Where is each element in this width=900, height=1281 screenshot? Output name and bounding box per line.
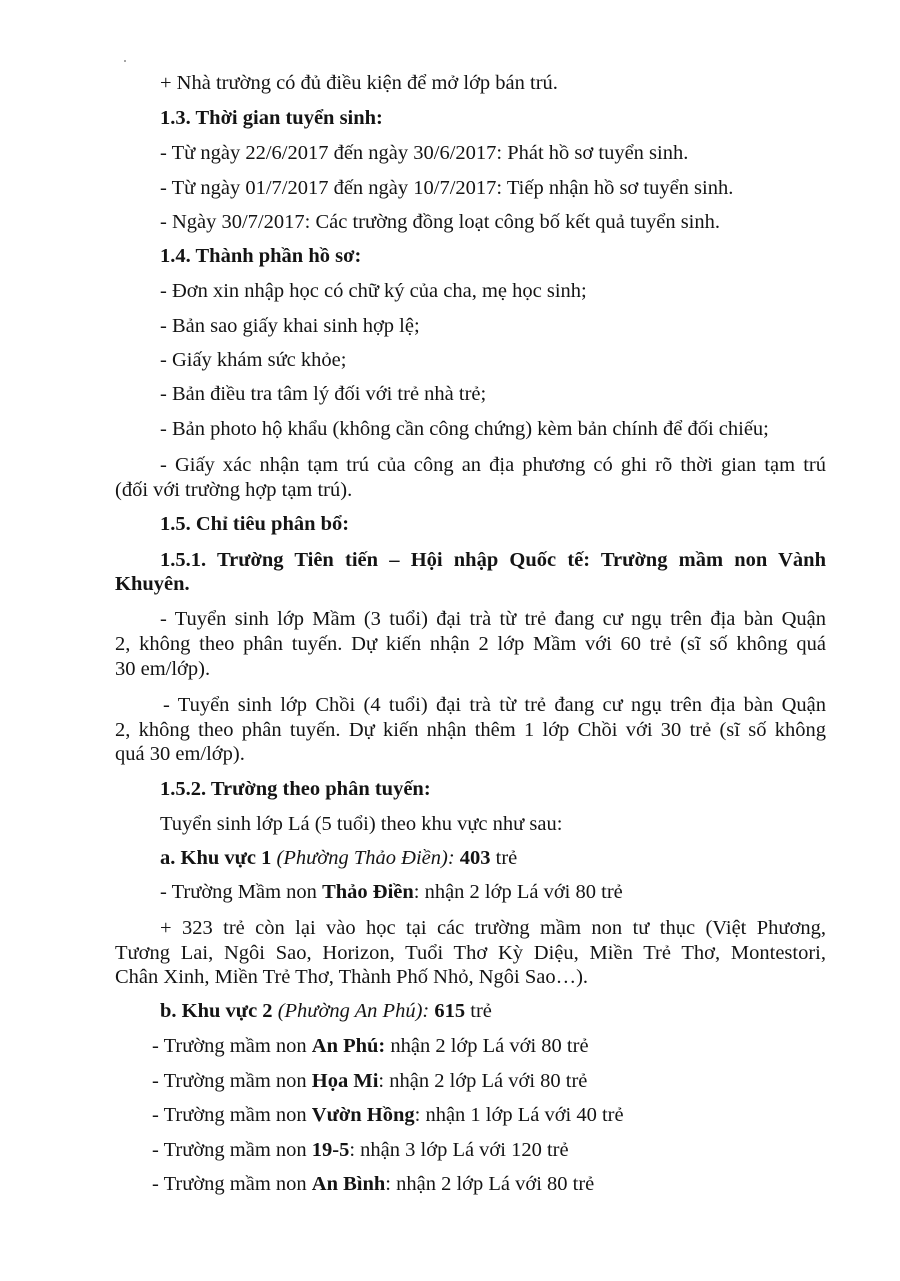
area-label: a. Khu vực 1 [160,847,277,869]
school-prefix: - Trường mầm non [152,1035,312,1057]
school-name: Vườn Hồng [311,1104,415,1126]
section-heading: 1.4. Thành phần hồ sơ: [160,245,362,267]
paragraph: + 323 trẻ còn lại vào học tại các trường mầm non tư thục (Việt Phương, [160,917,826,939]
paragraph: - Tuyển sinh lớp Mầm (3 tuổi) đại trà từ trẻ đang cư ngụ trên địa bàn Quận [160,608,826,630]
paragraph: - Tuyển sinh lớp Chồi (4 tuổi) đại trà từ trẻ đang cư ngụ trên địa bàn Quận [163,694,826,716]
school-prefix: - Trường Mầm non [160,881,323,903]
list-item: - Từ ngày 22/6/2017 đến ngày 30/6/2017: Phát hồ sơ tuyển sinh. [160,142,689,164]
section-heading: 1.3. Thời gian tuyển sinh: [160,107,383,129]
paragraph: quá 30 em/lớp). [115,743,245,765]
paragraph: Tương Lai, Ngôi Sao, Horizon, Tuổi Thơ Kỳ Diệu, Miền Trẻ Thơ, Montestori, [115,942,826,964]
list-item: - Bản sao giấy khai sinh hợp lệ; [160,315,420,337]
school-item [152,1033,589,1059]
school-name: Họa Mi [311,1070,379,1092]
school-prefix: - Trường mầm non [152,1173,312,1195]
area-heading [160,998,492,1024]
section-heading: 1.5. Chỉ tiêu phân bổ: [160,513,350,535]
school-item [152,1068,587,1094]
list-item: - Từ ngày 01/7/2017 đến ngày 10/7/2017: Tiếp nhận hồ sơ tuyển sinh. [160,177,734,199]
area-unit: trẻ [465,1000,492,1022]
school-name: Thảo Điền [322,881,414,903]
paragraph: + Nhà trường có đủ điều kiện để mở lớp bán trú. [160,72,558,94]
list-item: - Đơn xin nhập học có chữ ký của cha, mẹ học sinh; [160,280,587,302]
area-ward: (Phường An Phú): [277,1000,430,1022]
subsection-heading: 1.5.1. Trường Tiên tiến – Hội nhập Quốc tế: Trường mầm non Vành [160,549,826,571]
school-name: 19-5 [311,1139,350,1161]
school-name: An Bình [311,1173,386,1195]
list-item-continuation: (đối với trường hợp tạm trú). [115,479,353,501]
school-detail: : nhận 3 lớp Lá với 120 trẻ [349,1139,569,1161]
area-count: 615 [429,1000,466,1022]
paragraph: 2, không theo phân tuyến. Dự kiến nhận 2 lớp Mầm với 60 trẻ (sĩ số không quá [115,633,826,655]
paragraph: Chân Xinh, Miền Trẻ Thơ, Thành Phố Nhỏ, Ngôi Sao…). [115,966,589,988]
school-item [152,1102,624,1128]
school-detail: : nhận 2 lớp Lá với 80 trẻ [378,1070,588,1092]
scan-speck [124,60,126,62]
paragraph: 30 em/lớp). [115,658,211,680]
area-ward: (Phường Thảo Điền): [276,847,455,869]
list-item: - Bản photo hộ khẩu (không cần công chứng) kèm bản chính để đối chiếu; [160,418,769,440]
list-item: - Giấy xác nhận tạm trú của công an địa phương có ghi rõ thời gian tạm trú [160,454,826,476]
paragraph: 2, không theo phân tuyến. Dự kiến nhận thêm 1 lớp Chồi với 30 trẻ (sĩ số không [115,719,826,741]
school-prefix: - Trường mầm non [152,1104,312,1126]
area-count: 403 [454,847,491,869]
list-item: - Giấy khám sức khỏe; [160,349,347,371]
subsection-heading-continuation: Khuyên. [115,573,190,595]
school-detail: : nhận 2 lớp Lá với 80 trẻ [385,1173,595,1195]
school-item [152,1137,569,1163]
school-detail: : nhận 2 lớp Lá với 80 trẻ [413,881,623,903]
school-prefix: - Trường mầm non [152,1070,312,1092]
school-item [160,879,623,905]
school-detail: : nhận 1 lớp Lá với 40 trẻ [414,1104,624,1126]
paragraph: Tuyển sinh lớp Lá (5 tuổi) theo khu vực như sau: [160,813,563,835]
school-detail: nhận 2 lớp Lá với 80 trẻ [385,1035,589,1057]
school-name: An Phú: [311,1035,386,1057]
school-item [152,1171,594,1197]
area-heading [160,845,517,871]
school-prefix: - Trường mầm non [152,1139,312,1161]
list-item: - Bản điều tra tâm lý đối với trẻ nhà trẻ; [160,383,487,405]
subsection-heading: 1.5.2. Trường theo phân tuyến: [160,778,431,800]
area-label: b. Khu vực 2 [160,1000,278,1022]
area-unit: trẻ [490,847,518,869]
list-item: - Ngày 30/7/2017: Các trường đồng loạt công bố kết quả tuyển sinh. [160,211,720,233]
